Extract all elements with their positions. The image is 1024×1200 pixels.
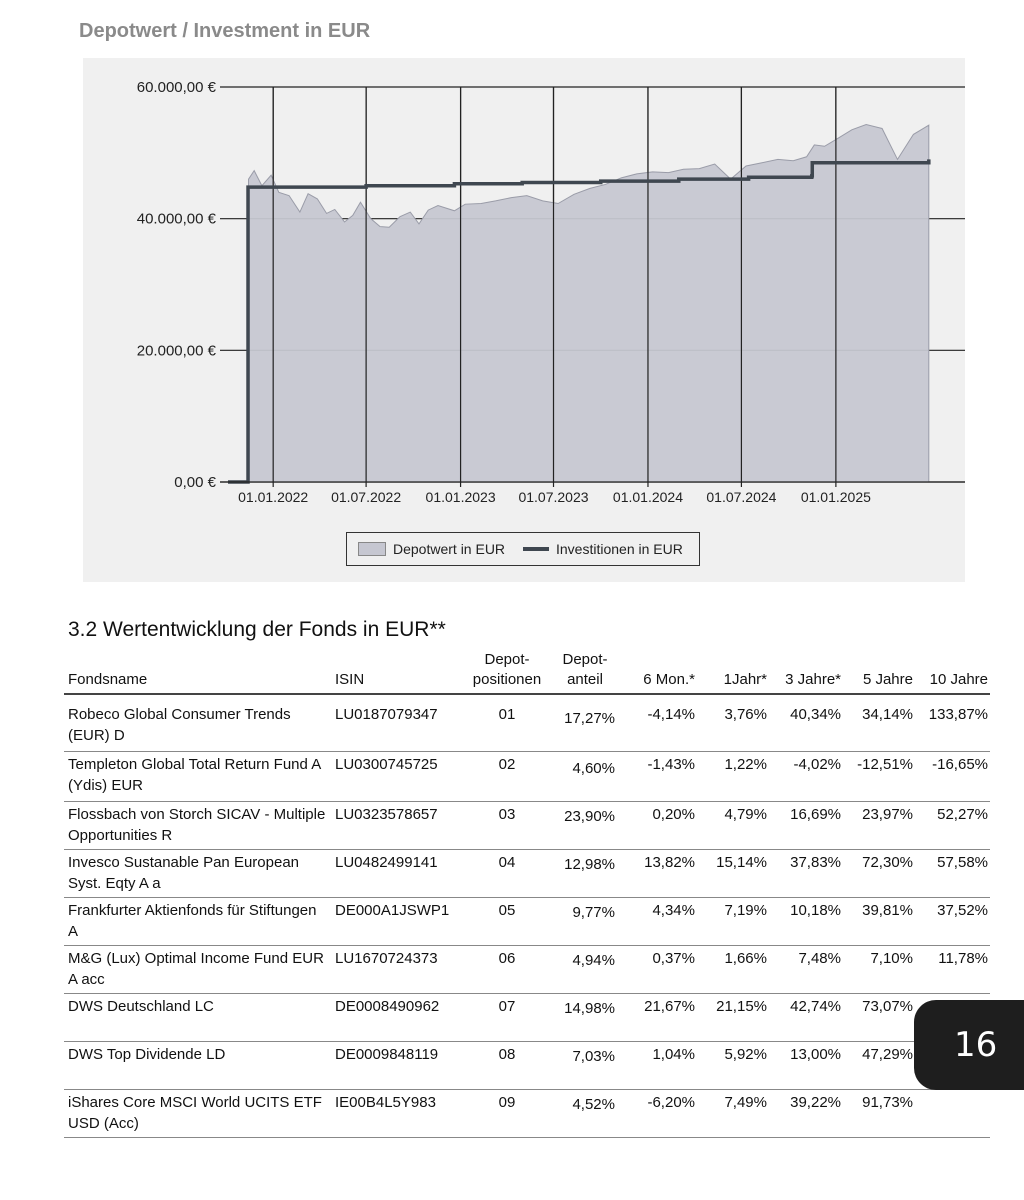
table-row [64,898,990,946]
cell-position: 07 [461,994,551,1042]
cell-isin: IE00B4L5Y983 [331,1090,461,1138]
cell-3-years: 42,74% [769,994,843,1042]
header-share [551,646,617,694]
cell-position: 09 [461,1090,551,1138]
cell-5-years: 73,07% [843,994,915,1042]
cell-fund-name: Invesco Sustanable Pan European Syst. Eqty A a [64,850,331,898]
x-tick-label: 01.01.2024 [612,489,684,505]
table-row [64,694,990,752]
cell-6-months: 1,04% [617,1042,697,1090]
cell-5-years: 47,29% [843,1042,915,1090]
cell-isin: LU0300745725 [331,752,461,802]
table-row [64,994,990,1042]
cell-share: 4,52% [551,1090,617,1138]
cell-share: 23,90% [551,802,617,850]
x-tick-label: 01.07.2023 [518,489,589,505]
cell-share: 7,03% [551,1042,617,1090]
cell-10-years: 37,52% [915,898,990,946]
cell-6-months: 21,67% [617,994,697,1042]
cell-1-year: 3,76% [697,694,769,752]
header-10-years: 10 Jahre [915,646,990,694]
cell-6-months: 4,34% [617,898,697,946]
cell-3-years: 39,22% [769,1090,843,1138]
section-heading: 3.2 Wertentwicklung der Fonds in EUR** [68,618,446,641]
cell-10-years [915,1090,990,1138]
cell-1-year: 7,49% [697,1090,769,1138]
cell-1-year: 7,19% [697,898,769,946]
cell-isin: LU0323578657 [331,802,461,850]
header-positions-line2: positionen [472,671,542,688]
table-row [64,1042,990,1090]
cell-6-months: 13,82% [617,850,697,898]
cell-fund-name: Flossbach von Storch SICAV - Multiple Opportunities R [64,802,331,850]
header-isin: ISIN [331,646,461,694]
cell-position: 03 [461,802,551,850]
cell-3-years: 13,00% [769,1042,843,1090]
cell-isin: LU0187079347 [331,694,461,752]
x-tick-label: 01.07.2022 [331,489,402,505]
cell-share: 4,60% [551,752,617,802]
header-positions-line1: Depot- [484,651,530,668]
cell-fund-name: Templeton Global Total Return Fund A (Ydis) EUR [64,752,331,802]
cell-position: 06 [461,946,551,994]
cell-position: 01 [461,694,551,752]
depotwert-area [228,125,929,482]
cell-3-years: 16,69% [769,802,843,850]
cell-3-years: 10,18% [769,898,843,946]
x-tick-label: 01.07.2024 [706,489,777,505]
cell-isin: DE0009848119 [331,1042,461,1090]
cell-share: 4,94% [551,946,617,994]
cell-6-months: -1,43% [617,752,697,802]
cell-5-years: 7,10% [843,946,915,994]
fund-performance-table [64,646,990,1138]
cell-3-years: 37,83% [769,850,843,898]
header-positions [461,646,551,694]
cell-10-years: 133,87% [915,694,990,752]
header-share-line1: Depot- [562,651,608,668]
table-row [64,946,990,994]
cell-1-year: 21,15% [697,994,769,1042]
cell-fund-name: M&G (Lux) Optimal Income Fund EUR A acc [64,946,331,994]
cell-5-years: -12,51% [843,752,915,802]
cell-5-years: 72,30% [843,850,915,898]
table-header-row [64,646,990,694]
cell-position: 05 [461,898,551,946]
cell-isin: DE0008490962 [331,994,461,1042]
table-row [64,752,990,802]
x-tick-label: 01.01.2022 [238,489,309,505]
table-row [64,1090,990,1138]
cell-1-year: 5,92% [697,1042,769,1090]
cell-6-months: -4,14% [617,694,697,752]
legend-item-investitionen [523,533,683,565]
header-1-year: 1Jahr* [697,646,769,694]
cell-share: 9,77% [551,898,617,946]
cell-10-years: -16,65% [915,752,990,802]
cell-fund-name: Robeco Global Consumer Trends (EUR) D [64,694,331,752]
chart-legend [346,532,700,566]
page-number-badge: 16 [914,1000,1024,1090]
x-tick-label: 01.01.2025 [800,489,871,505]
table-row [64,850,990,898]
cell-3-years: -4,02% [769,752,843,802]
cell-5-years: 91,73% [843,1090,915,1138]
cell-isin: LU1670724373 [331,946,461,994]
table-row [64,802,990,850]
cell-10-years: 57,58% [915,850,990,898]
header-3-years: 3 Jahre* [769,646,843,694]
cell-6-months: -6,20% [617,1090,697,1138]
y-tick-label: 60.000,00 € [136,79,216,96]
cell-10-years: 11,78% [915,946,990,994]
cell-5-years: 39,81% [843,898,915,946]
cell-fund-name: iShares Core MSCI World UCITS ETF USD (Acc) [64,1090,331,1138]
cell-3-years: 40,34% [769,694,843,752]
cell-1-year: 1,22% [697,752,769,802]
header-share-line2: anteil [567,671,603,688]
y-tick-label: 0,00 € [174,474,216,491]
cell-fund-name: Frankfurter Aktienfonds für Stiftungen A [64,898,331,946]
depot-chart [83,58,965,582]
x-tick-label: 01.01.2023 [425,489,496,505]
cell-share: 17,27% [551,694,617,752]
cell-5-years: 23,97% [843,802,915,850]
legend-label-depotwert: Depotwert in EUR [393,541,506,557]
cell-6-months: 0,20% [617,802,697,850]
cell-3-years: 7,48% [769,946,843,994]
cell-isin: DE000A1JSWP1 [331,898,461,946]
chart-title: Depotwert / Investment in EUR [79,20,371,42]
cell-6-months: 0,37% [617,946,697,994]
cell-isin: LU0482499141 [331,850,461,898]
cell-position: 08 [461,1042,551,1090]
header-6-months: 6 Mon.* [617,646,697,694]
cell-share: 12,98% [551,850,617,898]
header-fund-name: Fondsname [64,646,331,694]
cell-5-years: 34,14% [843,694,915,752]
cell-fund-name: DWS Top Dividende LD [64,1042,331,1090]
cell-10-years: 52,27% [915,802,990,850]
y-tick-label: 40.000,00 € [136,210,216,228]
cell-share: 14,98% [551,994,617,1042]
legend-item-depotwert [358,533,505,565]
chart-panel [83,58,965,582]
cell-1-year: 15,14% [697,850,769,898]
cell-position: 02 [461,752,551,802]
legend-label-investitionen: Investitionen in EUR [556,541,683,557]
legend-line-swatch [523,547,549,551]
cell-1-year: 4,79% [697,802,769,850]
cell-fund-name: DWS Deutschland LC [64,994,331,1042]
header-5-years: 5 Jahre [843,646,915,694]
cell-1-year: 1,66% [697,946,769,994]
legend-area-swatch [358,542,386,556]
y-tick-label: 20.000,00 € [136,342,216,360]
cell-position: 04 [461,850,551,898]
